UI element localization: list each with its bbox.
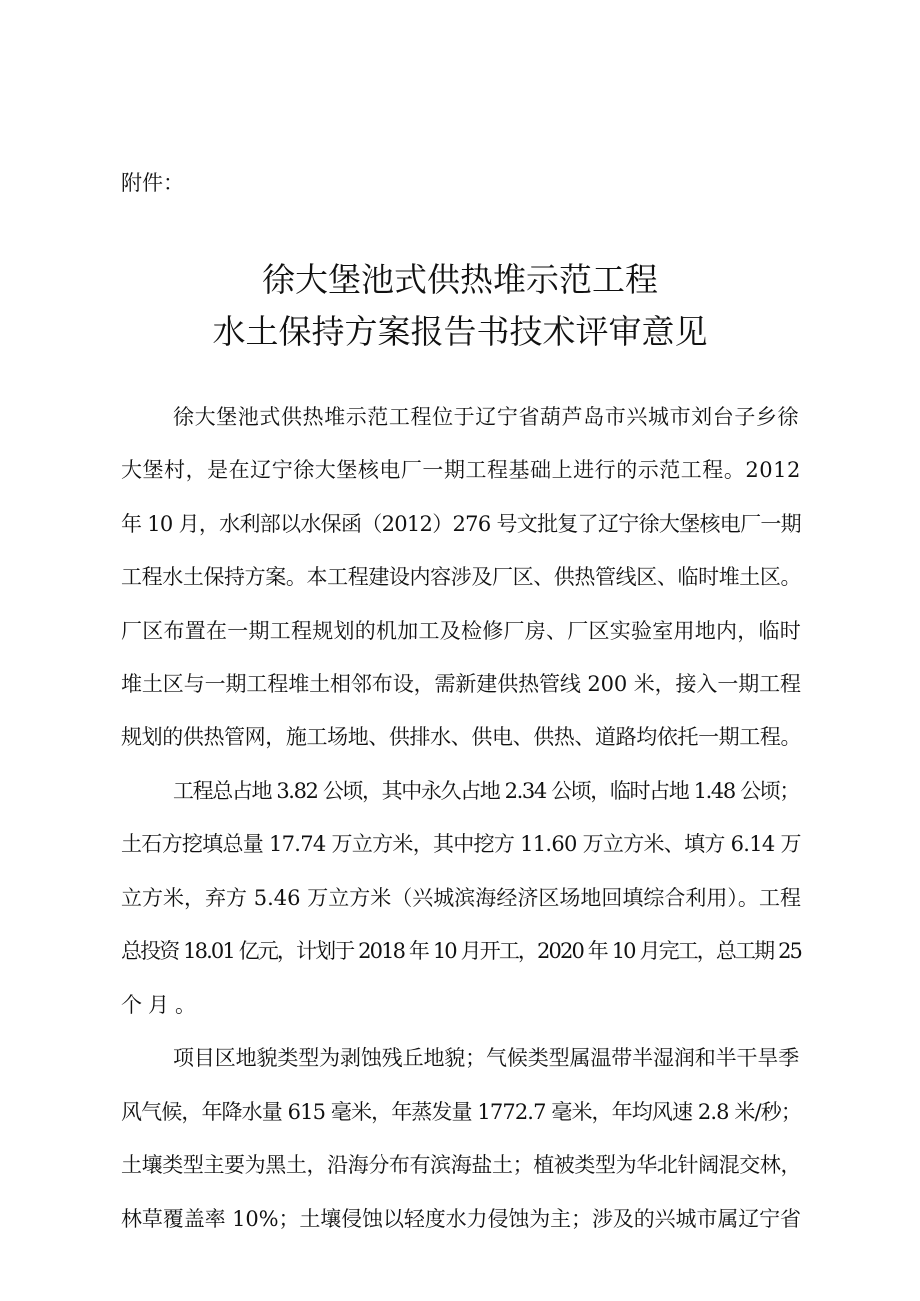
paragraph-1-line-7: 规划的供热管网，施工场地、供排水、供电、供热、道路均依托一期工程。 (121, 725, 802, 749)
paragraph-3-line-2: 风气候，年降水量 615 毫米，年蒸发量 1772.7 毫米，年均风速 2.8 米/秒； (121, 1100, 801, 1124)
paragraph-1-line-2: 大堡村，是在辽宁徐大堡核电厂一期工程基础上进行的示范工程。2012 (121, 458, 801, 482)
attachment-label: 附件： (121, 171, 184, 195)
document-title-line-2: 水土保持方案报告书技术评审意见 (212, 312, 708, 351)
paragraph-1-line-3: 年 10 月，水利部以水保函（2012）276 号文批复了辽宁徐大堡核电厂一期 (121, 512, 801, 536)
paragraph-1-line-6: 堆土区与一期工程堆土相邻布设，需新建供热管线 200 米，接入一期工程 (121, 672, 801, 696)
document-title-line-1: 徐大堡池式供热堆示范工程 (262, 260, 658, 299)
paragraph-2-line-1: 工程总占地 3.82 公顷，其中永久占地 2.34 公顷，临时占地 1.48 公顷； (173, 779, 799, 803)
paragraph-1-line-4: 工程水土保持方案。本工程建设内容涉及厂区、供热管线区、临时堆土区。 (121, 565, 802, 589)
paragraph-3-line-1: 项目区地貌类型为剥蚀残丘地貌；气候类型属温带半湿润和半干旱季 (173, 1046, 800, 1070)
paragraph-2-line-3: 立方米，弃方 5.46 万立方米（兴城滨海经济区场地回填综合利用）。工程 (121, 886, 801, 910)
paragraph-3-line-3: 土壤类型主要为黑土，沿海分布有滨海盐土；植被类型为华北针阔混交林， (121, 1153, 802, 1177)
paragraph-2-line-5: 个月。 (121, 993, 202, 1017)
paragraph-2-line-4: 总投资 18.01 亿元，计划于 2018 年 10 月开工，2020 年 10 月完工，总工期 25 (121, 939, 802, 963)
paragraph-2-line-2: 土石方挖填总量 17.74 万立方米，其中挖方 11.60 万立方米、填方 6.14 万 (121, 832, 801, 856)
paragraph-3-line-4: 林草覆盖率 10%；土壤侵蚀以轻度水力侵蚀为主；涉及的兴城市属辽宁省 (121, 1207, 801, 1231)
paragraph-1-line-1: 徐大堡池式供热堆示范工程位于辽宁省葫芦岛市兴城市刘台子乡徐 (173, 405, 800, 429)
paragraph-1-line-5: 厂区布置在一期工程规划的机加工及检修厂房、厂区实验室用地内，临时 (121, 619, 801, 643)
